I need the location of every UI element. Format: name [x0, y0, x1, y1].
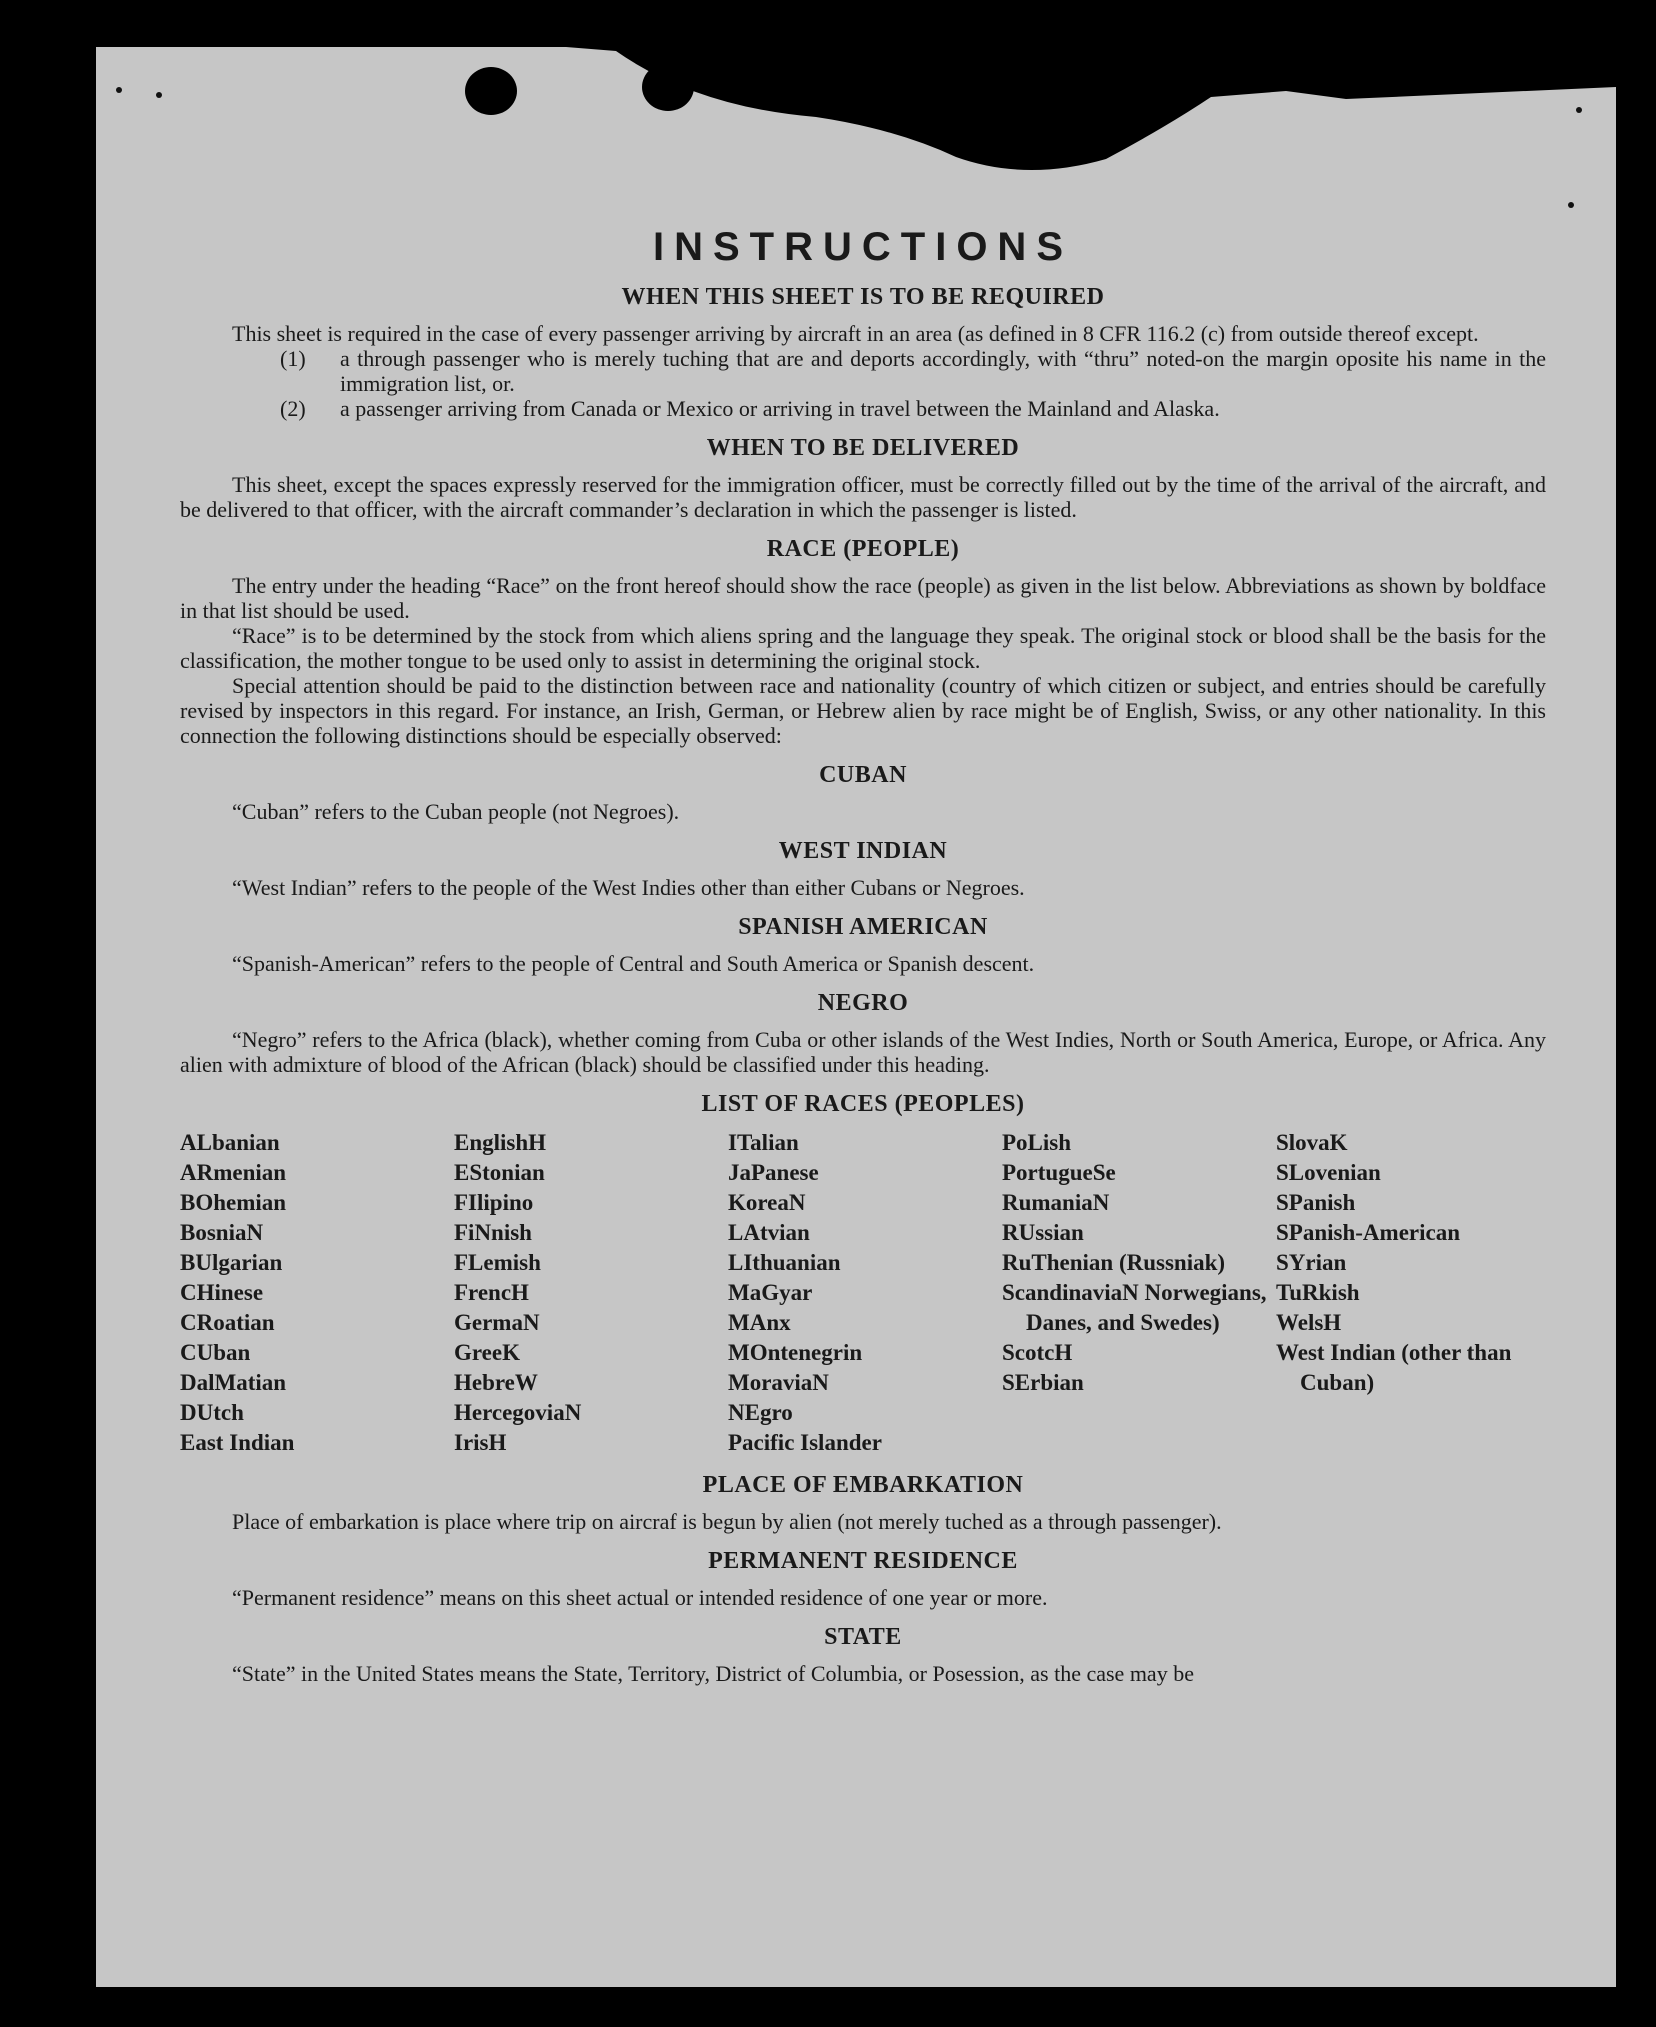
heading-when-required: WHEN THIS SHEET IS TO BE REQUIRED: [621, 284, 1105, 310]
heading-state: STATE: [824, 1624, 902, 1650]
when-required-intro: This sheet is required in the case of every passenger arriving by aircraft in an area (as defined in 8 CFR 116.2 (c) from outside thereof except.: [232, 321, 1479, 346]
race-entry: HebreW: [454, 1370, 538, 1395]
race-entry: LAtvian: [728, 1220, 810, 1245]
race-entry: RUssian: [1002, 1220, 1084, 1245]
race-entry: MaGyar: [728, 1280, 813, 1305]
race-entry: RuThenian (Russniak): [1002, 1250, 1226, 1275]
race-entry: IrisH: [454, 1430, 507, 1455]
race-entry: EStonian: [454, 1160, 545, 1185]
race-entry: FrencH: [454, 1280, 529, 1305]
race-entry: BOhemian: [180, 1190, 287, 1215]
race-entry: FiNnish: [454, 1220, 532, 1245]
race-paragraph: Special attention should be paid to the distinction between race and nationality (country of which citizen or subject, and entries should be carefully revised by inspectors in this regard. For instance, an Irish, German, or Hebrew alien by race might be of English, Swiss, or any other nationality. In this connection the following distinctions should be especially observed:: [180, 673, 1546, 748]
document-sheet: [96, 47, 1616, 1987]
race-entry: MOntenegrin: [728, 1340, 863, 1365]
punch-hole-left: [465, 67, 517, 115]
embarkation-text: Place of embarkation is place where trip on aircraf is begun by alien (not merely tuched as a through passenger).: [232, 1509, 1222, 1534]
speck: [156, 92, 162, 98]
speck: [1576, 107, 1582, 113]
residence-text: “Permanent residence” means on this sheet actual or intended residence of one year or more.: [232, 1585, 1048, 1610]
race-entry: JaPanese: [728, 1160, 819, 1185]
exception-item: (1) a through passenger who is merely tuching that are and deports accordingly, with “thru” noted-on the margin oposite his name in the immigration list, or.: [280, 346, 1546, 396]
race-entry: GreeK: [454, 1340, 520, 1365]
races-column: [454, 1128, 724, 1458]
race-entry: ARmenian: [180, 1160, 287, 1185]
race-entry: SPanish: [1276, 1190, 1356, 1215]
negro-text: “Negro” refers to the Africa (black), whether coming from Cuba or other islands of the West Indies, North or South America, Europe, or Africa. Any alien with admixture of blood of the African (black) should be classified under this heading.: [180, 1027, 1546, 1077]
race-entry: PortugueSe: [1002, 1160, 1116, 1185]
heading-list-of-races: LIST OF RACES (PEOPLES): [701, 1091, 1025, 1117]
state-text: “State” in the United States means the State, Territory, District of Columbia, or Posession, as the case may be: [232, 1661, 1194, 1686]
heading-race: RACE (PEOPLE): [766, 536, 960, 562]
races-column: [728, 1128, 998, 1458]
when-delivered-text: This sheet, except the spaces expressly reserved for the immigration officer, must be correctly filled out by the time of the arrival of the aircraft, and be delivered to that officer, with the aircraft commander’s declaration in which the passenger is listed.: [180, 472, 1546, 522]
race-entry: FIlipino: [454, 1190, 534, 1215]
race-entry: RumaniaN: [1002, 1190, 1110, 1215]
race-entry: Pacific Islander: [728, 1430, 882, 1455]
race-entry: DalMatian: [180, 1370, 287, 1395]
race-entry: SLovenian: [1276, 1160, 1381, 1185]
race-entry: EnglishH: [454, 1130, 547, 1155]
races-column: [1276, 1128, 1546, 1458]
race-paragraph: The entry under the heading “Race” on the front hereof should show the race (people) as given in the list below. Abbreviations as shown by boldface in that list should be used.: [180, 573, 1546, 623]
heading-embarkation: PLACE OF EMBARKATION: [702, 1472, 1024, 1498]
race-entry: CRoatian: [180, 1310, 275, 1335]
heading-west-indian: WEST INDIAN: [778, 838, 948, 864]
page-title: INSTRUCTIONS: [653, 225, 1073, 269]
race-entry: PoLish: [1002, 1130, 1072, 1155]
instructions-body: [180, 175, 1546, 1686]
race-entry: TuRkish: [1276, 1280, 1360, 1305]
exception-item: (2) a passenger arriving from Canada or Mexico or arriving in travel between the Mainland and Alaska.: [280, 396, 1220, 421]
race-entry: ALbanian: [180, 1130, 280, 1155]
race-entry: DUtch: [180, 1400, 244, 1425]
race-entry: GermaN: [454, 1310, 540, 1335]
race-entry: HercegoviaN: [454, 1400, 582, 1425]
race-entry: BUlgarian: [180, 1250, 283, 1275]
race-entry: LIthuanian: [728, 1250, 841, 1275]
race-entry: NEgro: [728, 1400, 793, 1425]
race-entry: West Indian (other than Cuban): [1276, 1340, 1512, 1395]
heading-spanish-american: SPANISH AMERICAN: [738, 914, 988, 940]
race-entry: SPanish-American: [1276, 1220, 1460, 1245]
race-entry: BosniaN: [180, 1220, 264, 1245]
races-column: [1002, 1128, 1272, 1458]
race-entry: CHinese: [180, 1280, 264, 1305]
races-list: [180, 1128, 1546, 1458]
heading-residence: PERMANENT RESIDENCE: [708, 1548, 1018, 1574]
race-entry: ScotcH: [1002, 1340, 1073, 1365]
cuban-text: “Cuban” refers to the Cuban people (not Negroes).: [232, 799, 680, 824]
punch-hole-right: [642, 63, 694, 111]
race-entry: SYrian: [1276, 1250, 1347, 1275]
spanish-american-text: “Spanish-American” refers to the people of Central and South America or Spanish descent.: [232, 951, 1035, 976]
heading-cuban: CUBAN: [819, 762, 907, 788]
race-entry: East Indian: [180, 1430, 295, 1455]
race-entry: KoreaN: [728, 1190, 806, 1215]
speck: [116, 87, 122, 93]
race-entry: FLemish: [454, 1250, 541, 1275]
race-entry: SlovaK: [1276, 1130, 1348, 1155]
race-entry: SErbian: [1002, 1370, 1084, 1395]
race-entry: MoraviaN: [728, 1370, 829, 1395]
races-column: [180, 1128, 450, 1458]
heading-negro: NEGRO: [817, 990, 909, 1016]
speck: [1568, 202, 1574, 208]
race-entry: MAnx: [728, 1310, 791, 1335]
race-paragraph: “Race” is to be determined by the stock from which aliens spring and the language they speak. The original stock or blood shall be the basis for the classification, the mother tongue to be used only to assist in determining the original stock.: [180, 623, 1546, 673]
west-indian-text: “West Indian” refers to the people of the West Indies other than either Cubans or Negroes.: [232, 875, 1025, 900]
race-entry: ScandinaviaN Norwegians, Danes, and Swedes): [1002, 1280, 1267, 1335]
race-entry: WelsH: [1276, 1310, 1342, 1335]
heading-when-delivered: WHEN TO BE DELIVERED: [706, 435, 1020, 461]
race-entry: CUban: [180, 1340, 251, 1365]
race-entry: ITalian: [728, 1130, 799, 1155]
